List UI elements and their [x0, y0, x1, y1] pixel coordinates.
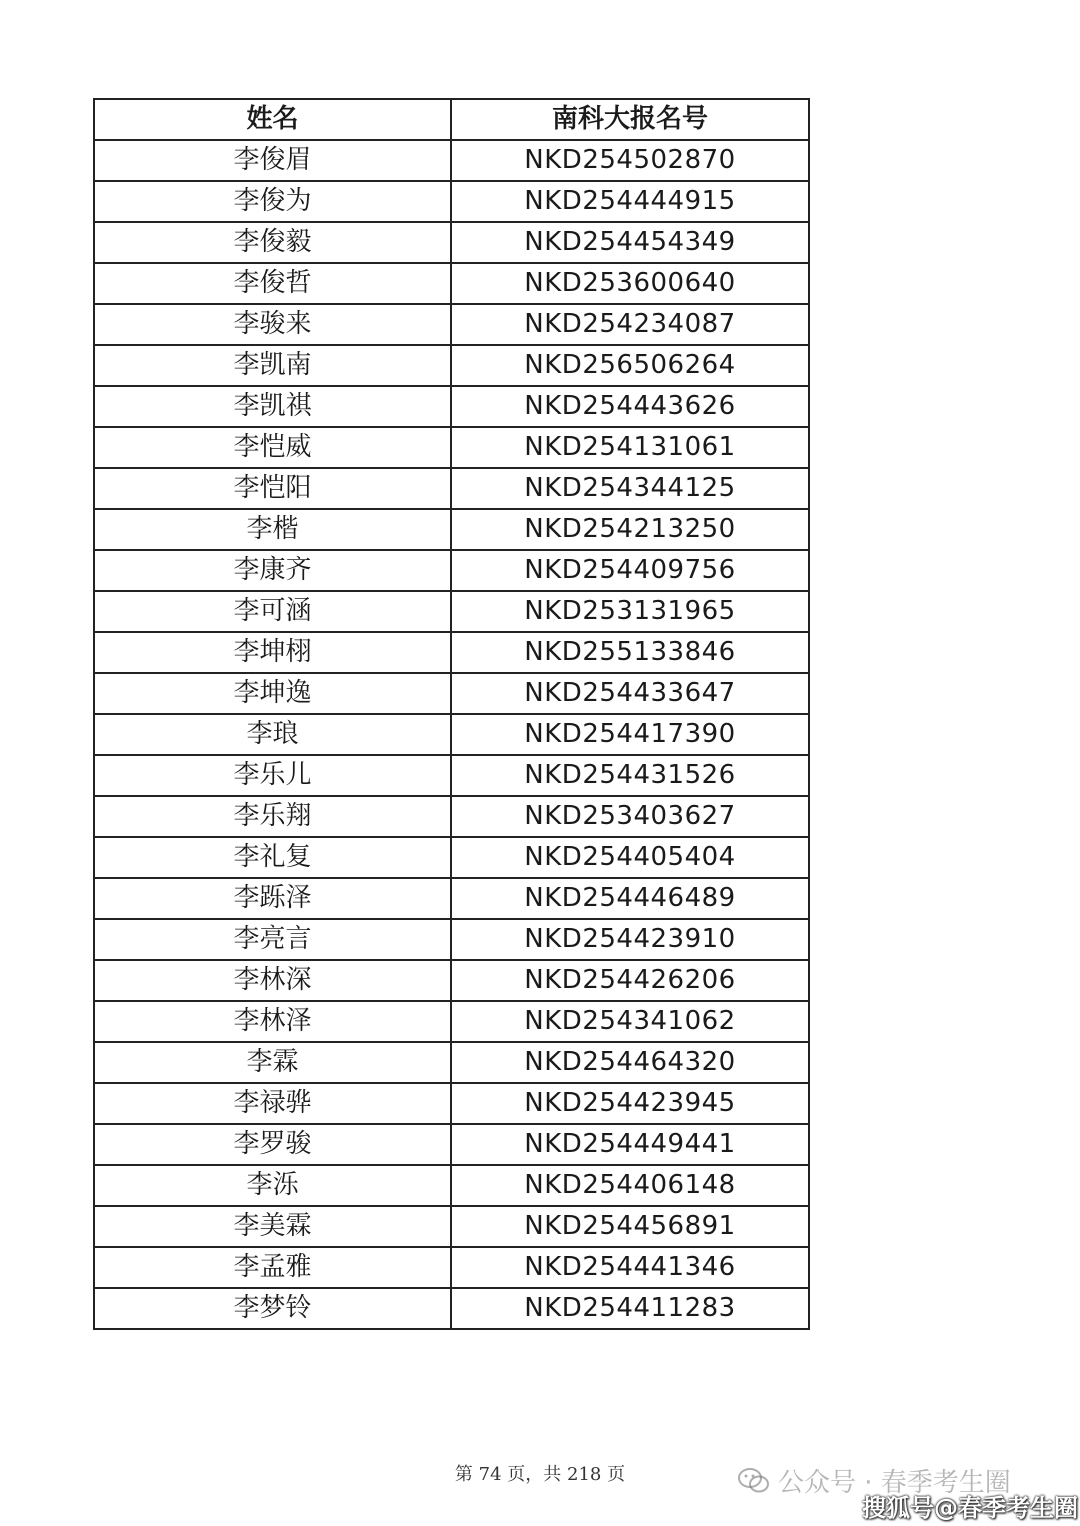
cell-name: 李恺阳 [94, 468, 451, 509]
table-row [94, 1288, 809, 1329]
cell-name: 李礼复 [94, 837, 451, 878]
cell-registration-number: NKD254409756 [451, 550, 809, 591]
table-row [94, 591, 809, 632]
cell-name: 李康齐 [94, 550, 451, 591]
header-registration-number: 南科大报名号 [451, 99, 809, 140]
cell-registration-number: NKD254446489 [451, 878, 809, 919]
cell-registration-number: NKD254426206 [451, 960, 809, 1001]
cell-name: 李俊眉 [94, 140, 451, 181]
table-row [94, 345, 809, 386]
cell-name: 李梦铃 [94, 1288, 451, 1329]
cell-name: 李凯南 [94, 345, 451, 386]
table-row [94, 550, 809, 591]
table-row [94, 960, 809, 1001]
cell-registration-number: NKD254444915 [451, 181, 809, 222]
table-row [94, 181, 809, 222]
table-row [94, 386, 809, 427]
cell-name: 李凯祺 [94, 386, 451, 427]
wechat-watermark-text: 公众号 · 春季考生圈 [778, 1468, 1011, 1498]
cell-registration-number: NKD254406148 [451, 1165, 809, 1206]
cell-name: 李跞泽 [94, 878, 451, 919]
cell-name: 李骏来 [94, 304, 451, 345]
cell-registration-number: NKD254411283 [451, 1288, 809, 1329]
table-row [94, 796, 809, 837]
cell-registration-number: NKD254464320 [451, 1042, 809, 1083]
table-row [94, 1083, 809, 1124]
cell-registration-number: NKD254405404 [451, 837, 809, 878]
table-row [94, 1165, 809, 1206]
cell-name: 李坤逸 [94, 673, 451, 714]
table-row [94, 878, 809, 919]
cell-registration-number: NKD253403627 [451, 796, 809, 837]
header-name: 姓名 [94, 99, 451, 140]
cell-name: 李恺威 [94, 427, 451, 468]
cell-name: 李美霖 [94, 1206, 451, 1247]
cell-name: 李林深 [94, 960, 451, 1001]
table-row [94, 632, 809, 673]
cell-registration-number: NKD254423910 [451, 919, 809, 960]
cell-registration-number: NKD254431526 [451, 755, 809, 796]
sohu-watermark: 搜狐号@春季考生圈 [862, 1494, 1078, 1522]
table-row [94, 1247, 809, 1288]
cell-registration-number: NKD254502870 [451, 140, 809, 181]
table-row [94, 837, 809, 878]
cell-name: 李楷 [94, 509, 451, 550]
cell-name: 李坤栩 [94, 632, 451, 673]
table-row [94, 304, 809, 345]
cell-name: 李琅 [94, 714, 451, 755]
cell-name: 李泺 [94, 1165, 451, 1206]
cell-registration-number: NKD254417390 [451, 714, 809, 755]
table-row [94, 222, 809, 263]
table-row [94, 263, 809, 304]
cell-registration-number: NKD254131061 [451, 427, 809, 468]
cell-registration-number: NKD254341062 [451, 1001, 809, 1042]
cell-registration-number: NKD254454349 [451, 222, 809, 263]
page-number-text: 第 74 页，共 218 页 [454, 1464, 626, 1485]
table-row [94, 427, 809, 468]
cell-registration-number: NKD254443626 [451, 386, 809, 427]
cell-registration-number: NKD256506264 [451, 345, 809, 386]
table-row [94, 714, 809, 755]
table-row [94, 755, 809, 796]
cell-registration-number: NKD253600640 [451, 263, 809, 304]
table-row [94, 468, 809, 509]
registration-table [93, 98, 810, 1330]
table-row [94, 509, 809, 550]
cell-registration-number: NKD254213250 [451, 509, 809, 550]
table-row [94, 1042, 809, 1083]
table-row [94, 919, 809, 960]
cell-registration-number: NKD254433647 [451, 673, 809, 714]
cell-registration-number: NKD253131965 [451, 591, 809, 632]
cell-name: 李俊哲 [94, 263, 451, 304]
wechat-icon [738, 1467, 770, 1495]
registration-table-container [93, 98, 808, 1330]
table-row [94, 673, 809, 714]
cell-registration-number: NKD254449441 [451, 1124, 809, 1165]
table-row [94, 140, 809, 181]
table-header-row [94, 99, 809, 140]
table-body [94, 140, 809, 1329]
cell-registration-number: NKD254456891 [451, 1206, 809, 1247]
cell-registration-number: NKD254441346 [451, 1247, 809, 1288]
cell-name: 李禄骅 [94, 1083, 451, 1124]
cell-name: 李霖 [94, 1042, 451, 1083]
cell-name: 李俊为 [94, 181, 451, 222]
cell-name: 李乐儿 [94, 755, 451, 796]
table-row [94, 1001, 809, 1042]
cell-name: 李可涵 [94, 591, 451, 632]
cell-name: 李俊毅 [94, 222, 451, 263]
cell-name: 李亮言 [94, 919, 451, 960]
cell-registration-number: NKD254234087 [451, 304, 809, 345]
cell-name: 李林泽 [94, 1001, 451, 1042]
cell-name: 李乐翔 [94, 796, 451, 837]
cell-registration-number: NKD254423945 [451, 1083, 809, 1124]
cell-name: 李罗骏 [94, 1124, 451, 1165]
table-row [94, 1124, 809, 1165]
cell-name: 李孟雅 [94, 1247, 451, 1288]
table-row [94, 1206, 809, 1247]
cell-registration-number: NKD254344125 [451, 468, 809, 509]
cell-registration-number: NKD255133846 [451, 632, 809, 673]
